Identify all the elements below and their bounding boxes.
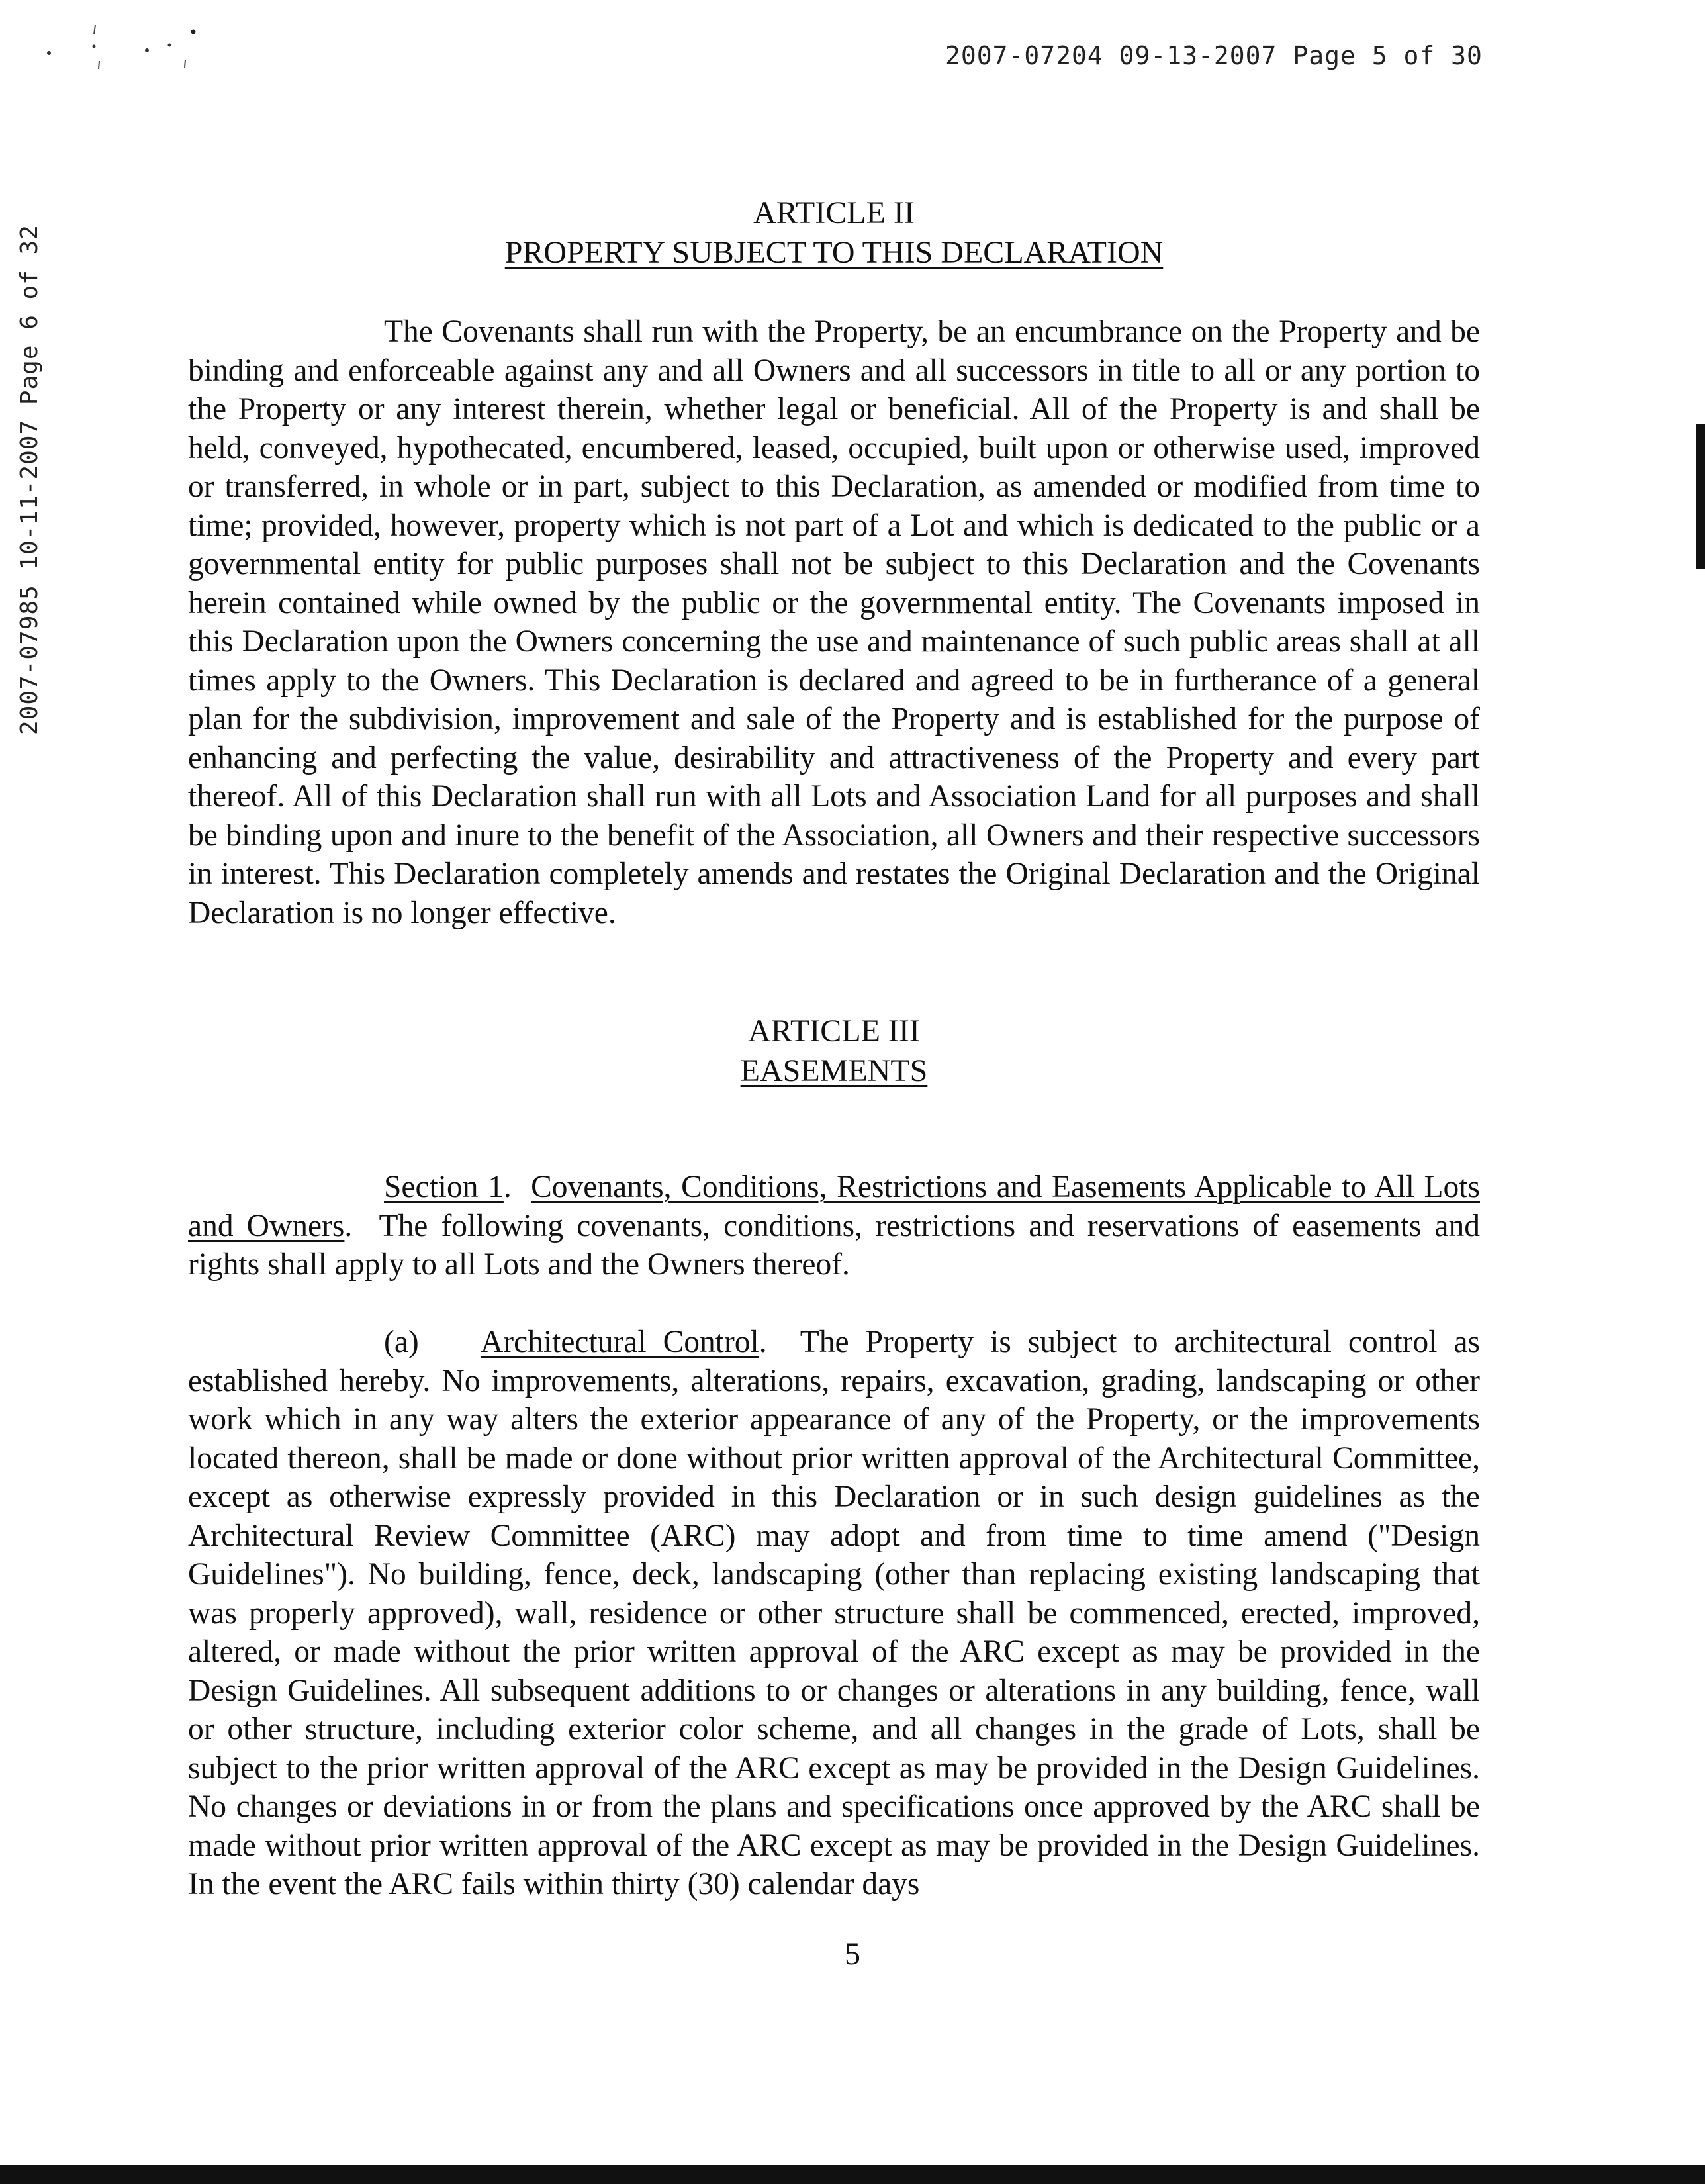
subsection-a-heading-punct: . <box>759 1325 767 1359</box>
section-1-heading-punct: . <box>344 1208 353 1243</box>
section-1-body: The following covenants, conditions, restrictions and reservations of easements and rights shall apply to all Lots and the Owners thereof. <box>188 1208 1481 1282</box>
section-1-paragraph <box>188 1168 1480 1284</box>
article-2-paragraph-text: The Covenants shall run with the Property, be an encumbrance on the Property and be binding and enforceable against any and all Owners and all successors in title to all or any portion to the Property or any interest therein, whether legal or beneficial. All of the Property is and shall be held, conveyed, hypothecated, encumbered, leased, occupied, built upon or otherwise used, improved or transferred, in whole or in part, subject to this Declaration, as amended or modified from time to time; provided, however, property which is not part of a Lot and which is dedicated to the public or a governmental entity for public purposes shall not be subject to this Declaration and the Covenants herein contained while owned by the public or the governmental entity. The Covenants imposed in this Declaration upon the Owners concerning the use and maintenance of such public areas shall at all times apply to the Owners. This Declaration is declared and agreed to be in furtherance of a general plan for the subdivision, improvement and sale of the Property and is established for the purpose of enhancing and perfecting the value, desirability and attractiveness of the Property and every part thereof. All of this Declaration shall run with all Lots and Association Land for all purposes and shall be binding upon and inure to the benefit of the Association, all Owners and their respective successors in interest. This Declaration completely amends and restates the Original Declaration and the Original Declaration is no longer effective. <box>188 314 1480 930</box>
section-1-heading: Covenants, Conditions, Restrictions and Easements Applicable to All Lots and Owners <box>188 1170 1480 1243</box>
subsection-a-heading: Architectural Control <box>481 1325 759 1359</box>
article-2-subtitle-text: PROPERTY SUBJECT TO THIS DECLARATION <box>504 235 1164 270</box>
scan-specks <box>40 20 212 73</box>
page-number: 5 <box>845 1936 860 1971</box>
section-1 <box>188 1168 1480 1284</box>
section-1-label: Section 1 <box>384 1170 504 1204</box>
article-2-paragraph <box>188 312 1480 932</box>
subsection-a-paragraph <box>188 1323 1480 1904</box>
section-1-label-punct: . <box>503 1170 512 1204</box>
article-2-title: ARTICLE II <box>753 195 915 230</box>
recording-stamp-header: 2007-07204 09-13-2007 Page 5 of 30 <box>945 41 1483 70</box>
subsection-a-marker: (a) <box>384 1325 419 1359</box>
article-2-body <box>188 312 1480 932</box>
article-3-subtitle <box>188 1051 1480 1091</box>
article-3-title: ARTICLE III <box>748 1014 920 1049</box>
recording-stamp-side: 2007-07985 10-11-2007 Page 6 of 32 <box>16 224 43 735</box>
article-2-subtitle <box>188 233 1480 273</box>
article-3-subtitle-text: EASEMENTS <box>740 1053 928 1088</box>
subsection-a-body: The Property is subject to architectural control as established hereby. No improvements, alterations, repairs, excavation, grading, landscaping or other work which in any way alters the exterior appearance of any of the Property, or the improvements located thereon, shall be made or done without prior written approval of the Architectural Committee, except as otherwise expressly provided in this Declaration or in such design guidelines as the Architectural Review Committee (ARC) may adopt and from time to time amend ("Design Guidelines"). No building, fence, deck, landscaping (other than replacing existing landscaping that was properly approved), wall, residence or other structure shall be commenced, erected, improved, altered, or made without the prior written approval of the ARC except as may be provided in the Design Guidelines. All subsequent additions to or changes or alterations in any building, fence, wall or other structure, including exterior color scheme, and all changes in the grade of Lots, shall be subject to the prior written approval of the ARC except as may be provided in the Design Guidelines. No changes or deviations in or from the plans and specifications once approved by the ARC shall be made without prior written approval of the ARC except as may be provided in the Design Guidelines. In the event the ARC fails within thirty (30) calendar days <box>188 1325 1481 1901</box>
article-2-heading-block <box>188 193 1480 273</box>
subsection-a <box>188 1323 1480 1904</box>
article-3-heading-block <box>188 1012 1480 1091</box>
scan-edge-bottom <box>0 2165 1705 2184</box>
scan-edge-right <box>1696 424 1705 569</box>
